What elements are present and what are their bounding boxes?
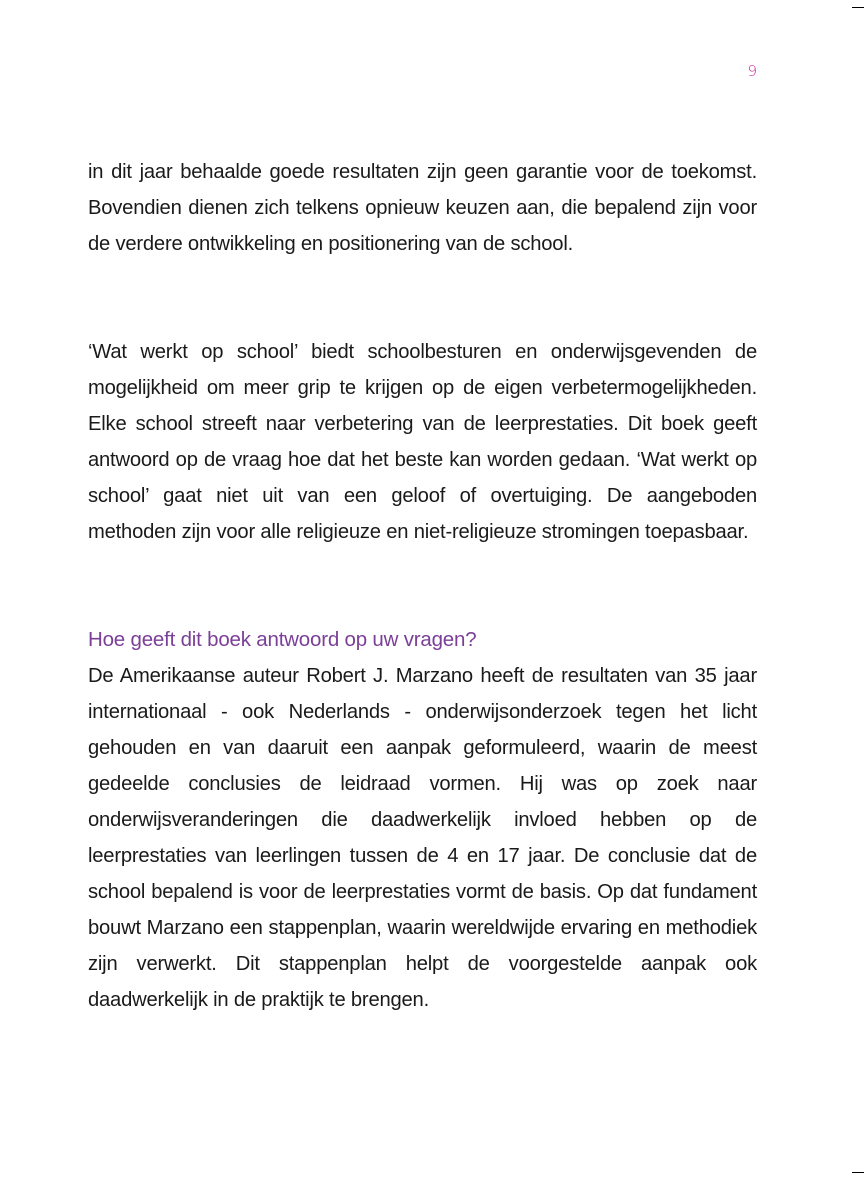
crop-mark-bottom — [852, 1172, 864, 1173]
paragraph-marzano: De Amerikaanse auteur Robert J. Marzano heeft de resultaten van 35 jaar internationaal - ook Nederlands - onderwijsonderzoek tegen het licht gehouden en van daaruit een aanpak geformuleerd, waarin de meest gedeelde conclusies de leidraad vormen. Hij was op zoek naar onderwijsveranderingen die daadwerkelijk invloed hebben op de leerprestaties van leerlingen tussen de 4 en 17 jaar. De conclusie dat de school bepalend is voor de leerprestaties vormt de basis. Op dat fundament bouwt Marzano een stappenplan, waarin wereldwijde ervaring en methodiek zijn verwerkt. Dit stappenplan helpt de voorgestelde aanpak ook daadwerkelijk in de praktijk te brengen. — [88, 665, 757, 1011]
paragraph-intro: in dit jaar behaalde goede resultaten zijn geen garantie voor de toekomst. Bovendien dienen zich telkens opnieuw keuzen aan, die bepalend zijn voor de verdere ontwikkeling en positionering van de school. — [88, 161, 757, 255]
crop-mark-top — [852, 7, 864, 8]
page-number: 9 — [747, 62, 757, 80]
paragraph-wat-werkt: ‘Wat werkt op school’ biedt schoolbesturen en onderwijsgevenden de mogelijkheid om meer grip te krijgen op de eigen verbetermogelijkheden. Elke school streeft naar verbetering van de leerprestaties. Dit boek geeft antwoord op de vraag hoe dat het beste kan worden gedaan. ‘Wat werkt op school’ gaat niet uit van een geloof of overtuiging. De aangeboden methoden zijn voor alle religieuze en niet-religieuze stromingen toepasbaar. — [88, 341, 757, 543]
section-heading: Hoe geeft dit boek antwoord op uw vragen? — [88, 628, 477, 651]
